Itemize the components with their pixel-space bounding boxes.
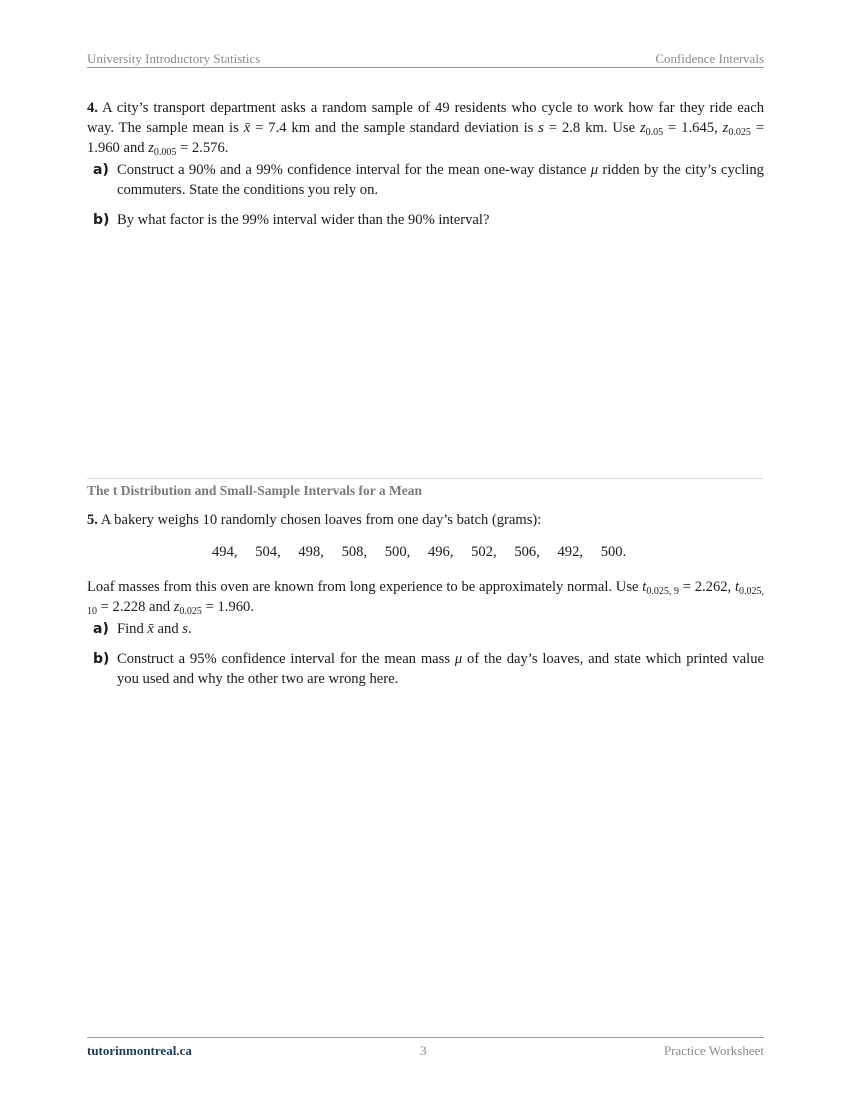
part-label: a) [93,621,109,637]
z-value: = 1.960. [201,599,254,615]
s-symbol: s [182,621,188,637]
t-value: = 2.228 and [97,599,174,615]
part-text-segment: Construct a 95% confidence interval for the mean mass [117,651,455,667]
part-text-segment: ridden by the city’s cycling commuters. State the conditions you rely on. [117,162,764,198]
problem-4-text: A city’s transport department asks a random sample of 49 residents who cycle to work how far they ride each way. The sample mean is [87,100,765,136]
part-text-segment: Find [117,621,148,637]
footer-rule [87,1037,764,1038]
z-subscript: 0.05 [645,127,664,138]
section-divider [87,478,764,479]
page-footer [87,1043,764,1059]
header-chapter-title: Confidence Intervals [655,51,764,66]
section-title: The t Distribution and Small-Sample Intervals for a Mean [87,483,423,498]
footer-website: tutorinmontreal.ca [87,1043,192,1058]
part-text [117,649,764,689]
t-subscript: 0.025, 10 [87,586,765,617]
part-text [117,619,764,639]
s-symbol: s [538,120,544,136]
problem-4-part-a [93,160,764,200]
z-value: = 2.576. [176,140,229,156]
mu-symbol: μ [590,162,599,178]
problem-4-text: = 7.4 km and the sample standard deviation is [250,120,539,136]
t-symbol: t [734,579,740,595]
part-text-segment: and [153,621,183,637]
page-header [87,51,764,67]
footer-doc-type: Practice Worksheet [663,1043,764,1058]
problem-5-statement [87,510,764,530]
t-subscript: 0.025, 9 [646,586,679,597]
xbar-symbol: x̄ [243,120,251,136]
header-course-title: University Introductory Statistics [87,51,261,66]
problem-5-number: 5. [87,512,98,528]
problem-4-text: = 2.8 km. Use [543,120,640,136]
header-rule [87,67,764,68]
part-text-segment: . [187,621,192,637]
problem-5-part-b [93,649,764,689]
part-label: b) [93,651,110,667]
part-label: a) [93,162,109,178]
z-symbol: z [173,599,180,615]
t-symbol: t [642,579,647,595]
page-number: 3 [420,1043,427,1058]
part-text: By what factor is the 99% interval wider than the 90% interval? [117,212,490,228]
z-symbol: z [722,120,729,136]
z-symbol: z [148,140,154,156]
t-value: = 2.262, [678,579,735,595]
problem-5-part-a [93,619,764,639]
z-subscript: 0.025 [728,127,751,138]
xbar-symbol: x̄ [147,621,154,637]
part-label: b) [93,212,110,228]
z-subscript: 0.025 [179,606,202,617]
z-value: = 1.645, [663,120,723,136]
problem-4-statement [87,98,764,158]
problem-4-part-b [93,210,764,230]
part-text-segment: of the day’s loaves, and state which printed value you used and why the other two are wrong here. [117,651,764,687]
part-text [117,160,764,200]
problem-5-text: A bakery weighs 10 randomly chosen loaves from one day’s batch (grams): [100,512,542,528]
problem-5-text: Loaf masses from this oven are known from long experience to be approximately normal. Use [87,579,643,595]
problem-5-instructions [87,577,764,617]
part-text-segment: Construct a 90% and a 99% confidence interval for the mean one-way distance [117,162,591,178]
z-subscript: 0.005 [153,147,177,158]
problem-4-number: 4. [87,100,98,116]
z-value: = 1.960 and [87,120,764,156]
loaf-mass-data: 494, 504, 498, 508, 500, 496, 502, 506, 492, 500. [212,544,627,560]
mu-symbol: μ [454,651,463,667]
z-symbol: z [639,120,646,136]
